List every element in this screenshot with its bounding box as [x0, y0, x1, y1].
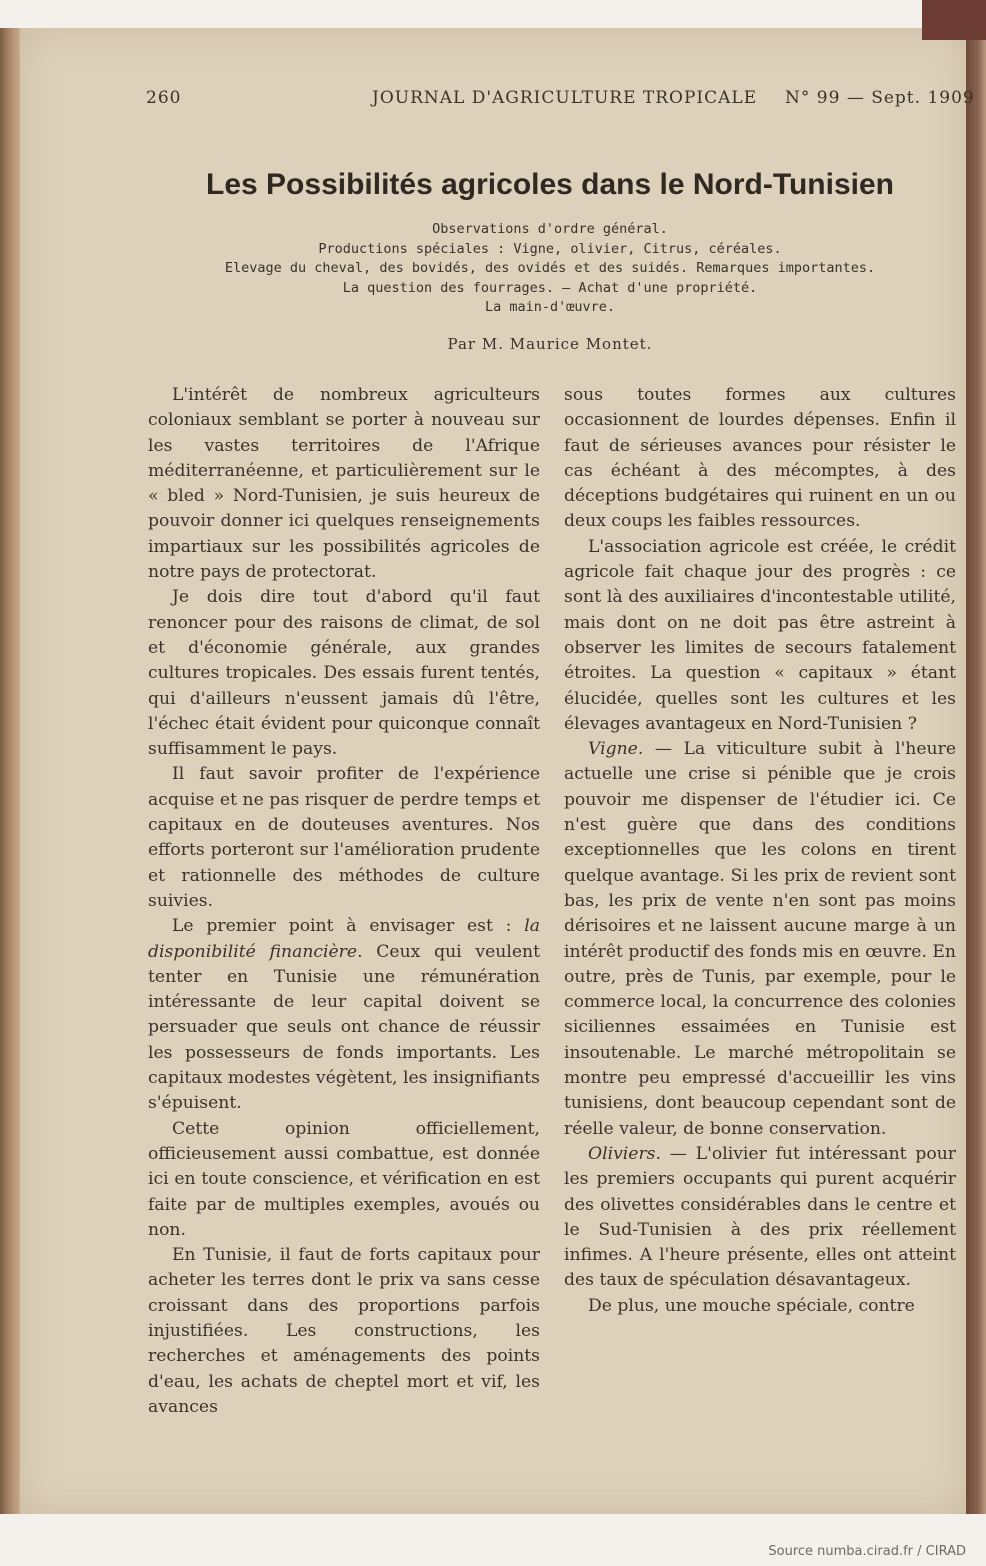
article-title: Les Possibilités agricoles dans le Nord-Tunisien [206, 168, 894, 201]
subtitle-line: Productions spéciales : Vigne, olivier, Citrus, céréales. [318, 240, 782, 257]
paragraph: L'association agricole est créée, le crédit agricole fait chaque jour des progrès : ce sont là des auxiliaires d'incontestable utilité, mais dont on ne doit pas être astreint à observer les limites de secours fatalement étroites. La question « capitaux » étant élucidée, quelles sont les cultures et les élevages avantageux en Nord-Tunisien ? [564, 536, 956, 734]
paragraph: De plus, une mouche spéciale, contre [588, 1295, 915, 1316]
book-binding [0, 28, 20, 1514]
section-heading: Vigne. [588, 739, 644, 760]
paragraph [564, 737, 956, 1142]
paragraph: L'intérêt de nombreux agriculteurs coloniaux semblant se porter à nouveau sur les vastes territoires de l'Afrique méditerranéenne, et particulièrement sur le « bled » Nord-Tunisien, je suis heureux de pouvoir donner ici quelques renseignements impartiaux sur les possibilités agricoles de notre pays de protectorat. [148, 385, 540, 583]
paragraph-text: — La viticulture subit à l'heure actuelle une crise si pénible que je crois pouvoir me dispenser de l'étudier ici. Ce n'est guère que dans des conditions exceptionnelles que les colons en tirent quelque avantage. Si les prix de revient sont bas, les prix de vente n'en sont pas moins dérisoires et ne laissent aucune marge à un intérêt productif des fonds mis en œuvre. En outre, près de Tunis, par exemple, pour le commerce local, la concurrence des colonies siciliennes essaimées en Tunisie est insoutenable. Le marché métropolitain se montre peu empressé d'accueillir les vins tunisiens, dont beaucoup cependant sont de réelle valeur, de bonne conservation. [564, 739, 956, 1139]
paragraph [564, 1142, 956, 1294]
source-credit: Source numba.cirad.fr / CIRAD [768, 1544, 966, 1559]
subtitle-line: La question des fourrages. — Achat d'une propriété. [342, 279, 758, 296]
page-number: 260 [146, 88, 182, 108]
subtitle-line: Observations d'ordre général. [432, 221, 668, 237]
emphasis-phrase: la disponibilité financière [148, 916, 540, 962]
issue-info: N° 99 — Sept. 1909 [785, 88, 975, 108]
subtitle-line: Elevage du cheval, des bovidés, des ovidés et des suidés. Remarques importantes. [224, 260, 876, 276]
article-subtitles [140, 220, 960, 318]
paragraph: Cette opinion officiellement, officieusement aussi combattue, est donnée ici en toute conscience, et vérification en est faite par de multiples exemples, avoués ou non. [148, 1118, 540, 1240]
paragraph-text: — L'olivier fut intéressant pour les premiers occupants qui purent acquérir des olivettes considérables dans le centre et le Sud-Tunisien à des prix réellement infimes. A l'heure présente, elles ont atteint des taux de spéculation désavantageux. [564, 1143, 956, 1291]
paragraph: Il faut savoir profiter de l'expérience acquise et ne pas risquer de perdre temps et capitaux en de douteuses aventures. Nos efforts porteront sur l'amélioration prudente et rationnelle des méthodes de culture suivies. [148, 764, 540, 911]
paragraph-lead: Le premier point à envisager est : [172, 916, 525, 937]
paragraph [148, 914, 540, 1116]
paragraph: En Tunisie, il faut de forts capitaux pour acheter les terres dont le prix va sans cesse croissant dans des proportions parfois injustifiées. Les constructions, les recherches et aménagements des points d'eau, les achats de cheptel mort et vif, les avances [148, 1245, 540, 1417]
right-column [564, 383, 956, 1319]
cover-corner [922, 0, 986, 40]
author-byline: Par M. Maurice Montet. [447, 335, 653, 353]
page-edge [966, 28, 986, 1514]
paragraph: Je dois dire tout d'abord qu'il faut renoncer pour des raisons de climat, de sol et d'économie générale, aux grandes cultures tropicales. Des essais furent tentés, qui d'ailleurs n'eussent jamais dû l'être, l'échec était évident pour quiconque connaît suffisamment le pays. [148, 587, 540, 760]
paragraph: sous toutes formes aux cultures occasionnent de lourdes dépenses. Enfin il faut de sérieuses avances pour résister le cas échéant à des mécomptes, à des déceptions budgétaires qui ruinent en un ou deux coups les faibles ressources. [564, 385, 956, 532]
paragraph-text: . Ceux qui veulent tenter en Tunisie une rémunération intéressante de leur capital doivent se persuader que seuls ont chance de réussir les possesseurs de fonds importants. Les capitaux modestes végètent, les insignifiants s'épuisent. [148, 941, 540, 1114]
left-column [148, 383, 540, 1420]
subtitle-line: La main-d'œuvre. [484, 299, 616, 315]
section-heading: Oliviers. [588, 1143, 661, 1164]
journal-title: JOURNAL D'AGRICULTURE TROPICALE [372, 88, 758, 108]
